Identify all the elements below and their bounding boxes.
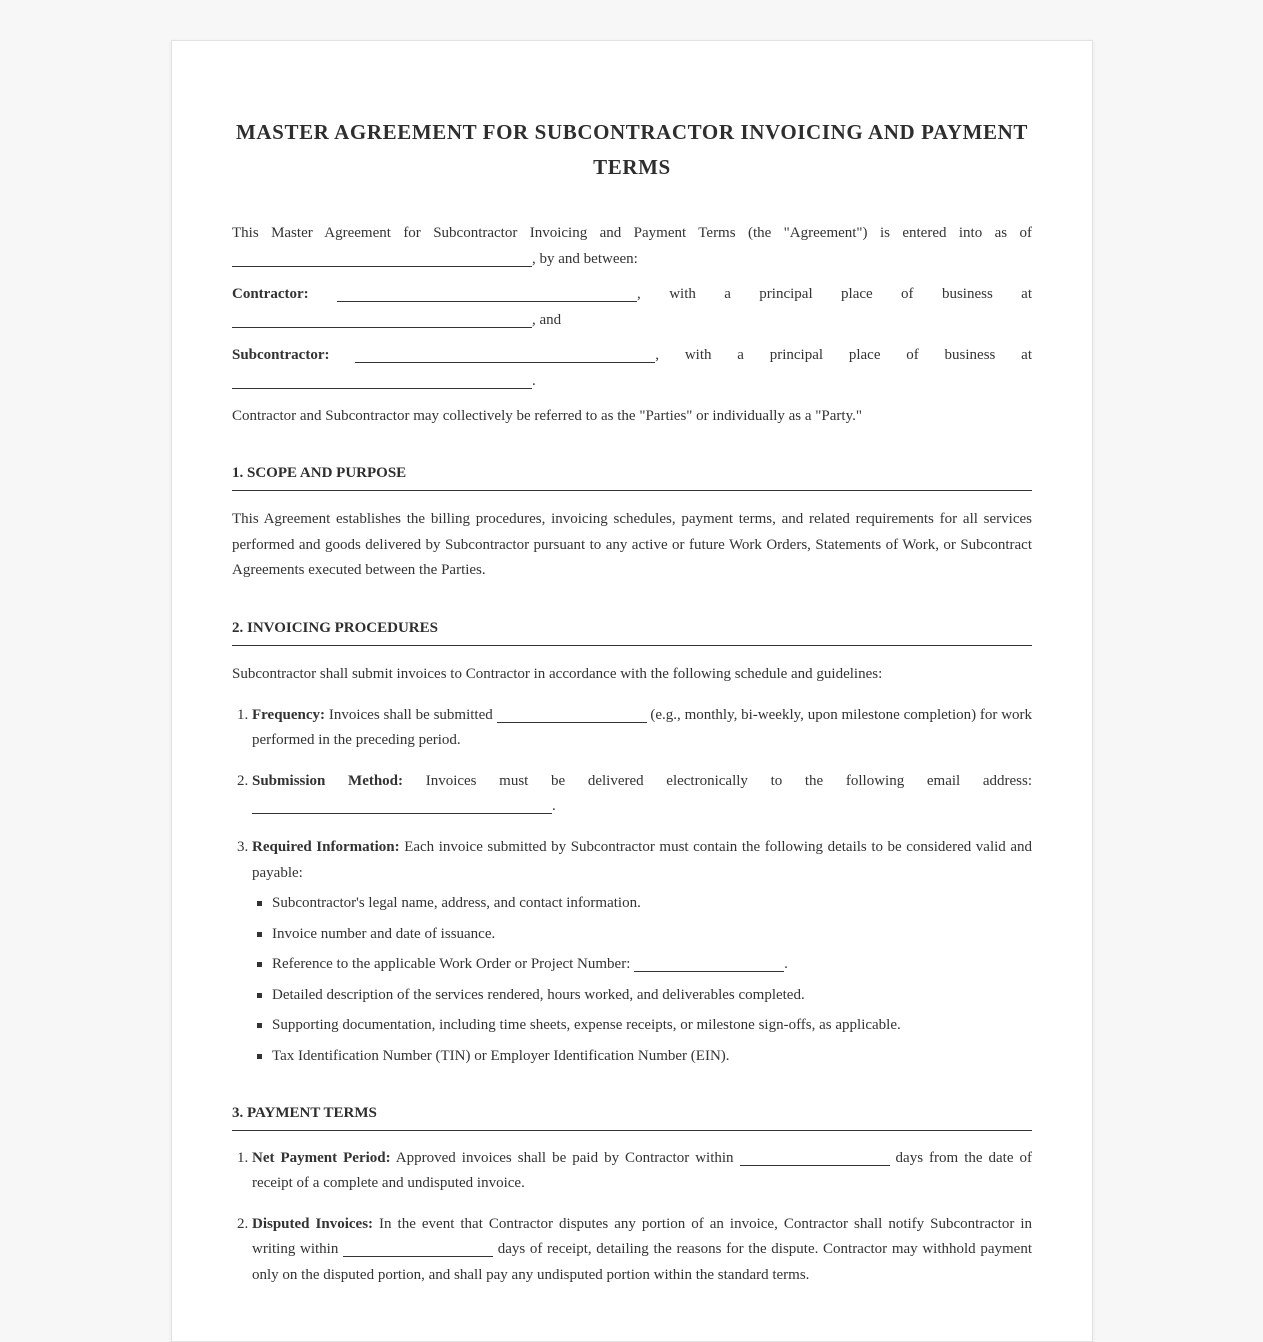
document-title: MASTER AGREEMENT FOR SUBCONTRACTOR INVOICING AND PAYMENT TERMS [236, 120, 1028, 179]
subcontractor-paragraph [232, 343, 1032, 394]
submission-text: Invoices must be delivered electronically to the following email address: [425, 772, 1032, 789]
subcontractor-name-field[interactable] [355, 344, 655, 363]
required-info-bullets [252, 891, 1032, 1070]
list-item-disputed-invoices [252, 1212, 1032, 1289]
section-2-heading: 2. INVOICING PROCEDURES [232, 620, 1032, 646]
frequency-field[interactable] [497, 704, 647, 723]
list-item-net-payment-period [252, 1146, 1032, 1197]
section-1-body: This Agreement establishes the billing procedures, invoicing schedules, payment terms, and related requirements for all services performed and goods delivered by Subcontractor pursuant to any active or future Work Orders, Statements of Work, or Subcontract Agreements executed between the Parties. [232, 511, 1032, 579]
submission-email-field[interactable] [252, 795, 552, 814]
bullet-item: Invoice number and date of issuance. [272, 922, 1032, 948]
net-payment-days-field[interactable] [740, 1147, 890, 1166]
contractor-paragraph [232, 282, 1032, 333]
submission-line [252, 769, 1032, 795]
bullet-item: Tax Identification Number (TIN) or Employer Identification Number (EIN). [272, 1044, 1032, 1070]
subcontractor-line [232, 343, 1032, 369]
document-content [232, 115, 1032, 1289]
bullet-item: Supporting documentation, including time sheets, expense receipts, or milestone sign-offs, as applicable. [272, 1013, 1032, 1039]
contractor-address-field[interactable] [232, 309, 532, 328]
submission-label: Submission Method: [252, 772, 404, 789]
bullet-tail: . [784, 956, 788, 973]
required-info-label: Required Information: [252, 838, 400, 855]
disputed-label: Disputed Invoices: [252, 1215, 374, 1232]
contractor-line [232, 282, 1032, 308]
section-2-intro: Subcontractor shall submit invoices to Contractor in accordance with the following schedule and guidelines: [232, 665, 883, 682]
list-item-frequency [252, 703, 1032, 754]
invoicing-list [232, 703, 1032, 1070]
bullet-item-project-number [272, 952, 1032, 978]
disputed-tail: days of receipt, detailing the reasons for the dispute. Contractor may withhold payment only on the disputed portion, and shall pay any undisputed portion within the standard terms. [252, 1241, 1033, 1284]
frequency-text: Invoices shall be submitted [328, 706, 493, 723]
subcontractor-label: Subcontractor: [232, 347, 330, 364]
payment-terms-list [232, 1146, 1032, 1289]
list-item-submission-method [252, 769, 1032, 820]
bullet-item: Detailed description of the services rendered, hours worked, and deliverables completed. [272, 983, 1032, 1009]
dispute-notice-days-field[interactable] [343, 1238, 493, 1257]
frequency-tail: (e.g., monthly, bi-weekly, upon milestone completion) for work performed in the preceding period. [252, 706, 1033, 749]
subcontractor-address-field[interactable] [232, 370, 532, 389]
intro-paragraph [232, 221, 1032, 272]
required-info-text: Each invoice submitted by Subcontractor must contain the following details to be considered valid and payable: [252, 838, 1032, 881]
section-1-heading: 1. SCOPE AND PURPOSE [232, 465, 1032, 491]
net-payment-label: Net Payment Period: [252, 1149, 391, 1166]
parties-note: Contractor and Subcontractor may collectively be referred to as the "Parties" or individually as a "Party." [232, 407, 862, 424]
bullet-text: Reference to the applicable Work Order or Project Number: [272, 956, 631, 973]
document-page [171, 40, 1093, 1342]
frequency-label: Frequency: [252, 706, 326, 723]
list-item-required-information [252, 835, 1032, 1070]
bullet-item: Subcontractor's legal name, address, and contact information. [272, 891, 1032, 917]
section-3-heading: 3. PAYMENT TERMS [232, 1105, 1032, 1131]
effective-date-field[interactable] [232, 248, 532, 267]
net-payment-tail: days from the date of receipt of a complete and undisputed invoice. [252, 1149, 1032, 1192]
subcontractor-end: . [532, 372, 536, 389]
contractor-end: , and [532, 311, 562, 328]
intro-text: This Master Agreement for Subcontractor Invoicing and Payment Terms (the "Agreement") is entered into as of [232, 225, 1032, 241]
disputed-text: In the event that Contractor disputes any portion of an invoice, Contractor shall notify Subcontractor in writing within [252, 1215, 1033, 1258]
intro-tail: , by and between: [532, 250, 638, 267]
contractor-name-field[interactable] [337, 283, 637, 302]
contractor-label: Contractor: [232, 286, 309, 303]
subcontractor-mid: , with a principal place of business at [655, 347, 1033, 364]
contractor-mid: , with a principal place of business at [637, 286, 1033, 303]
submission-tail: . [552, 798, 556, 815]
project-number-field[interactable] [634, 953, 784, 972]
net-payment-text: Approved invoices shall be paid by Contractor within [395, 1149, 734, 1166]
